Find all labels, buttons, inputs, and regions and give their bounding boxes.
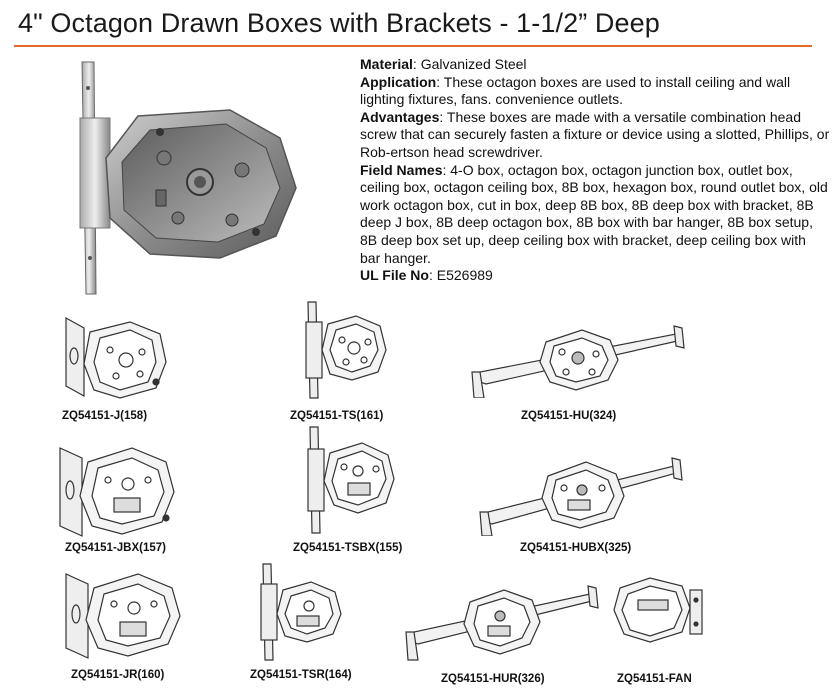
advantages-line — [360, 109, 830, 162]
product-image-hur — [404, 580, 604, 664]
product-code-tsbx: ZQ54151-TSBX(155) — [293, 542, 403, 554]
field-names-separator: : — [442, 161, 447, 178]
application-separator: : — [436, 73, 441, 90]
product-code-j: ZQ54151-J(158) — [62, 410, 148, 422]
product-description — [360, 56, 830, 285]
product-image-fan — [610, 574, 706, 650]
field-names-line — [360, 162, 830, 268]
advantages-label: Advantages — [360, 108, 440, 125]
material-label: Material — [360, 56, 413, 72]
advantages-value: These boxes are made with a versatile combination head screw that can securely fasten a fixture or device using a slotted, Phillips, or Rob-ertson head screwdriver. — [360, 108, 830, 160]
material-line — [360, 56, 830, 74]
field-names-value: 4-O box, octagon box, octagon junction box, outlet box, ceiling box, octagon ceiling box, 8B box, hexagon box, round outlet box, old work octagon box, cut in box, deep 8B box, 8B deep box with bracket, 8B deep J box, 8B deep octagon box, 8B box with bar hanger, 8B box setup, 8B deep box set up, deep ceiling box with bracket, deep ceiling box with bar hanger. — [360, 161, 828, 266]
application-value: These octagon boxes are used to install ceiling and wall lighting fixtures, fans. convenience outlets. — [360, 73, 791, 108]
product-image-tsr — [255, 562, 345, 662]
title-underline — [14, 45, 812, 47]
product-code-jbx: ZQ54151-JBX(157) — [65, 542, 166, 554]
product-image-jr — [62, 568, 192, 664]
application-label: Application — [360, 73, 437, 90]
product-image-tsbx — [300, 425, 400, 535]
material-value: Galvanized Steel — [416, 56, 527, 72]
product-image-jbx — [56, 440, 186, 540]
product-code-hur: ZQ54151-HUR(326) — [441, 673, 545, 685]
ul-file-label: UL File No — [360, 267, 429, 284]
material-separator: : — [412, 56, 417, 72]
ul-file-value: E526989 — [432, 267, 493, 284]
product-image-j — [60, 312, 180, 404]
page-title: 4" Octagon Drawn Boxes with Brackets - 1-1/2” Deep — [18, 8, 660, 38]
product-code-jr: ZQ54151-JR(160) — [71, 669, 165, 681]
ul-file-separator: : — [428, 267, 433, 284]
hero-product-image — [60, 58, 330, 298]
product-code-ts: ZQ54151-TS(161) — [290, 410, 384, 422]
ul-file-line — [360, 267, 830, 285]
application-line — [360, 74, 830, 109]
product-image-hu — [470, 318, 690, 398]
field-names-label: Field Names — [360, 161, 443, 178]
product-image-ts — [300, 300, 390, 400]
product-code-fan: ZQ54151-FAN — [617, 673, 692, 685]
product-code-tsr: ZQ54151-TSR(164) — [250, 669, 352, 681]
product-code-hubx: ZQ54151-HUBX(325) — [520, 542, 632, 554]
product-code-hu: ZQ54151-HU(324) — [521, 410, 617, 422]
advantages-separator: : — [439, 108, 444, 125]
product-image-hubx — [478, 452, 688, 536]
